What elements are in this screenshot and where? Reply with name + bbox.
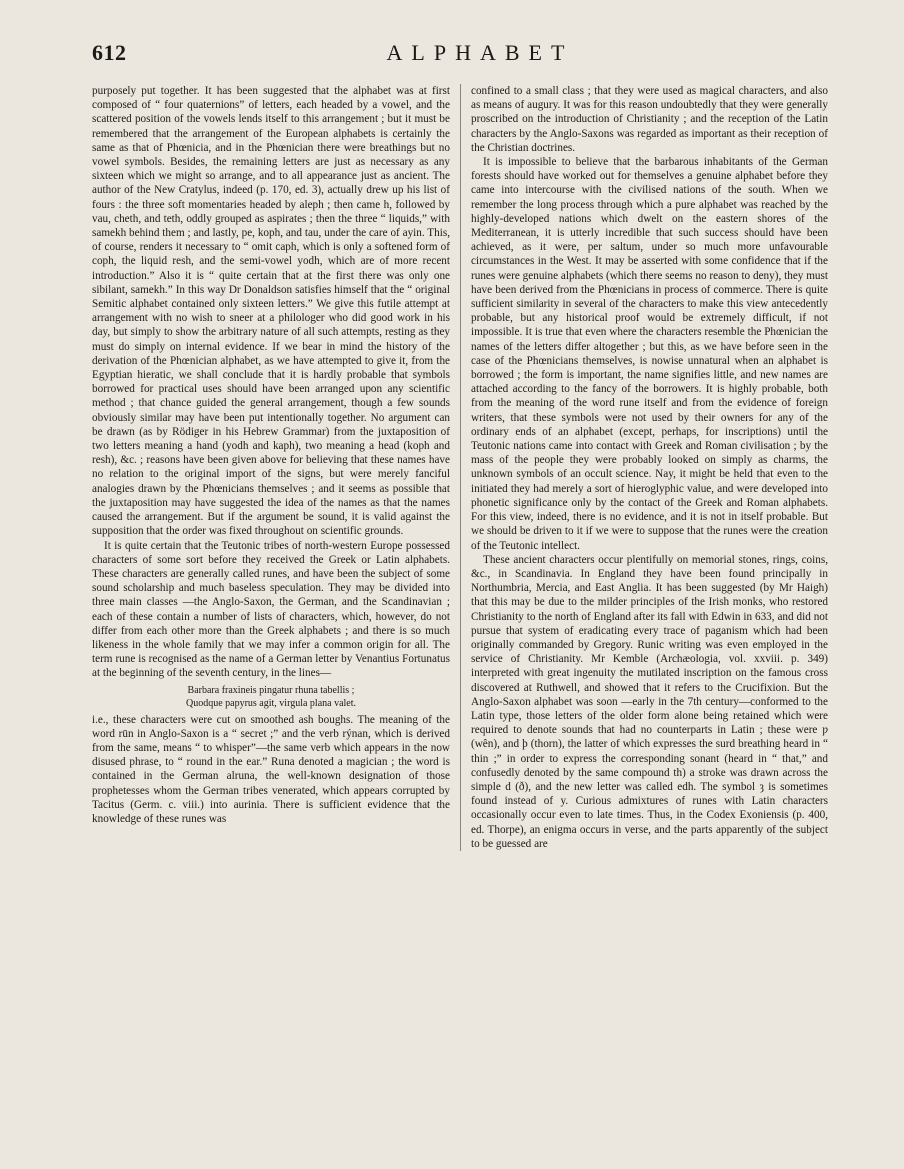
paragraph: purposely put together. It has been suggested that the alphabet was at first composed of “ four quaternions” of letters, each headed by a vowel, and the scattered position of the vowels lends itself to this arrangement ; but it must be remembered that the arrangement of the European alphabets is certainly the same as that of Phœnicia, and in the Phœnician there were breathings but no vowel symbols. Besides, the remaining letters are just as necessary as any sixteen which we might so arrange, and to all appearance just as ancient. The author of the New Cratylus, indeed (p. 170, ed. 3), actually drew up his list of fours : the three soft momentaries headed by aleph ; then came h, followed by vau, cheth, and teth, oddly grouped as aspirates ; then the three “ liquids,” with samekh behind them ; and lastly, pe, koph, and tau, under the care of ayin. This, of course, renders it necessary to “ omit caph, which is only a softened form of coph, the liquid resh, and the semi-vowel yodh, which are of more recent introduction.” Also it is “ quite certain that at the first there was only one sibilant, samekh.” In this way Dr Donaldson satisfies himself that the “ original Semitic alphabet contained only sixteen letters.” We give this futile attempt at arrangement with no wish to sneer at a philologer who did good work in his day, but simply to show the arbitrary nature of all such attempts, resting as they must do simply on internal evidence. If we bear in mind the history of the derivation of the Phœnician alphabet, as we have attempted to give it, from the Egyptian hieratic, we shall conclude that it is hardly probable that symbols borrowed for practical uses should have been arranged upon any scientific method ; that chance guided the general arrangement, though a few sounds obviously similar may have been put intentionally together. No argument can be drawn (as by Rödiger in his Hebrew Grammar) from the juxtaposition of two letters meaning a hand (yodh and kaph), two meaning a head (koph and resh), &c. ; reasons have been given above for believing that these names have no relation to the original import of the signs, but were merely fanciful analogies drawn by the Phœnicians themselves ; and it seems as possible that the juxtaposition may have suggested the idea of the names as that the names caused the arrangement. But if the argument be sound, it is valid against the supposition that the order was fixed throughout on scientific grounds. xyxy=(92,85,450,538)
page-number: 612 xyxy=(92,40,127,65)
running-head: ALPHABET xyxy=(386,40,574,65)
paragraph: These ancient characters occur plentifully on memorial stones, rings, coins, &c., in Scandinavia. In England they have been found principally in Northumbria, Mercia, and East Anglia. It has been suggested (by Mr Haigh) that this may be due to the milder principles of the Irish monks, who restored Christianity to the north of England after its fall with Edwin in 633, and did not pursue that system of eradicating every trace of paganism which had been originally commanded by Gregory. Runic writing was even employed in the service of Christianity. Mr Kemble (Archæologia, vol. xxviii. p. 349) interpreted with great ingenuity the mutilated inscription on the famous cross discovered at Ruthwell, and showed that it refers to the Crucifixion. But the Anglo-Saxon alphabet was soon —early in the 7th century—conformed to the Latin type, those letters of the older form alone being retained which were required to denote sounds that had no counterparts in Latin ; these were ƿ (wên), and þ (thorn), the latter of which expresses the surd breathing heard in “ thin ;” in order to express the corresponding sonant (heard in “ that,” and confusedly denoted by the same compound th) a stroke was drawn across the simple d (ð), and the new letter was called edh. The symbol ȝ is sometimes found instead of y. Curious admixtures of runes with Latin characters occasionally occur even to late times. Thus, in the Codex Exoniensis (p. 400, ed. Thorpe), an enigma occurs in verse, and the parts apparently of the subject to be guessed are xyxy=(471,553,828,850)
verse-line: Quodque papyrus agit, virgula plana valet. xyxy=(185,697,357,709)
right-column xyxy=(460,84,828,851)
page-header xyxy=(92,40,868,80)
verse-line: Barbara fraxineis pingatur rhuna tabellis ; xyxy=(187,684,355,696)
paragraph: It is impossible to believe that the barbarous inhabitants of the German forests should have worked out for themselves a genuine alphabet before they came into intercourse with the civilised nations of the south. When we remember the long process through which a pure alphabet was reached by the highly-developed nations which dwelt on the eastern shores of the Mediterranean, it is utterly incredible that such success should have been achieved, as it were, per saltum, under so much more unfavourable circumstances in the West. It may be asserted with some confidence that if the runes were genuine alphabets (which there seems no reason to deny), they must have been derived from the Phœnicians in process of commerce. There is quite sufficient similarity in several of the characters to make this view antecedently probable, but any historical proof would be extremely difficult, if not impossible. It is true that even where the characters resemble the Phœnician the names of the letters differ altogether ; but this, as we have before seen in the case of the Phœnicians themselves, is nowise unnatural when an alphabet is borrowed ; the form is important, the name signifies little, and new names are attached according to the fancy of the borrowers. It is highly probable, both from the meaning of the word rune itself and from the evidence of foreign writers, that these symbols were not used by their owners for any of the ordinary ends of an alphabet (except, perhaps, for inscriptions) until the Teutonic nations came into contact with Greek and Roman civilisation ; by the mass of the people they were probably looked on simply as charms, the unknown symbols of an occult science. Nay, it might be held that even to the initiated they had merely a sort of hieroglyphic value, and were developed into phonetic significance only by the contact of the Greek and Roman alphabets. For this view, indeed, there is no evidence, and it is not in itself probable. But we should be driven to it if we were to suppose that the runes were the creation of the Teutonic intellect. xyxy=(471,156,828,552)
paragraph: confined to a small class ; that they were used as magical characters, and also as means of augury. It was for this reason undoubtedly that they were generally proscribed on the introduction of Christianity ; and the reception of the Latin characters by the Anglo-Saxons was regarded as important as their reception of the Christian doctrines. xyxy=(471,85,828,154)
text-columns xyxy=(92,84,868,851)
paragraph: It is quite certain that the Teutonic tribes of north-western Europe possessed characters of some sort before they received the Greek or Latin alphabets. These characters are generally called runes, and have been the subject of some sound scholarship and much baseless speculation. They may be divided into three main classes —the Anglo-Saxon, the German, and the Scandinavian ; each of these contain a number of lists of characters, which, however, do not differ from each other more than the Greek alphabets ; and there is so much likeness in the whole family that we may infer a common origin for all. The term rune is recognised as the name of a German letter by Venantius Fortunatus at the beginning of the seventh century, in the lines— xyxy=(92,539,450,680)
verse-quotation xyxy=(92,684,450,710)
left-column xyxy=(92,84,460,851)
paragraph: i.e., these characters were cut on smoothed ash boughs. The meaning of the word rūn in Anglo-Saxon is a “ secret ;” and the verb rýnan, which is derived from the same, means “ to whisper”—the same verb which appears in the now disused phrase, to “ round in the ear.” Runa denoted a magician ; the word is contained in the German alruna, the well-known designation of those prophetesses whom the German tribes venerated, which appears corrupted by Tacitus (Germ. c. viii.) into aurinia. There is sufficient evidence that the knowledge of these runes was xyxy=(92,713,450,825)
